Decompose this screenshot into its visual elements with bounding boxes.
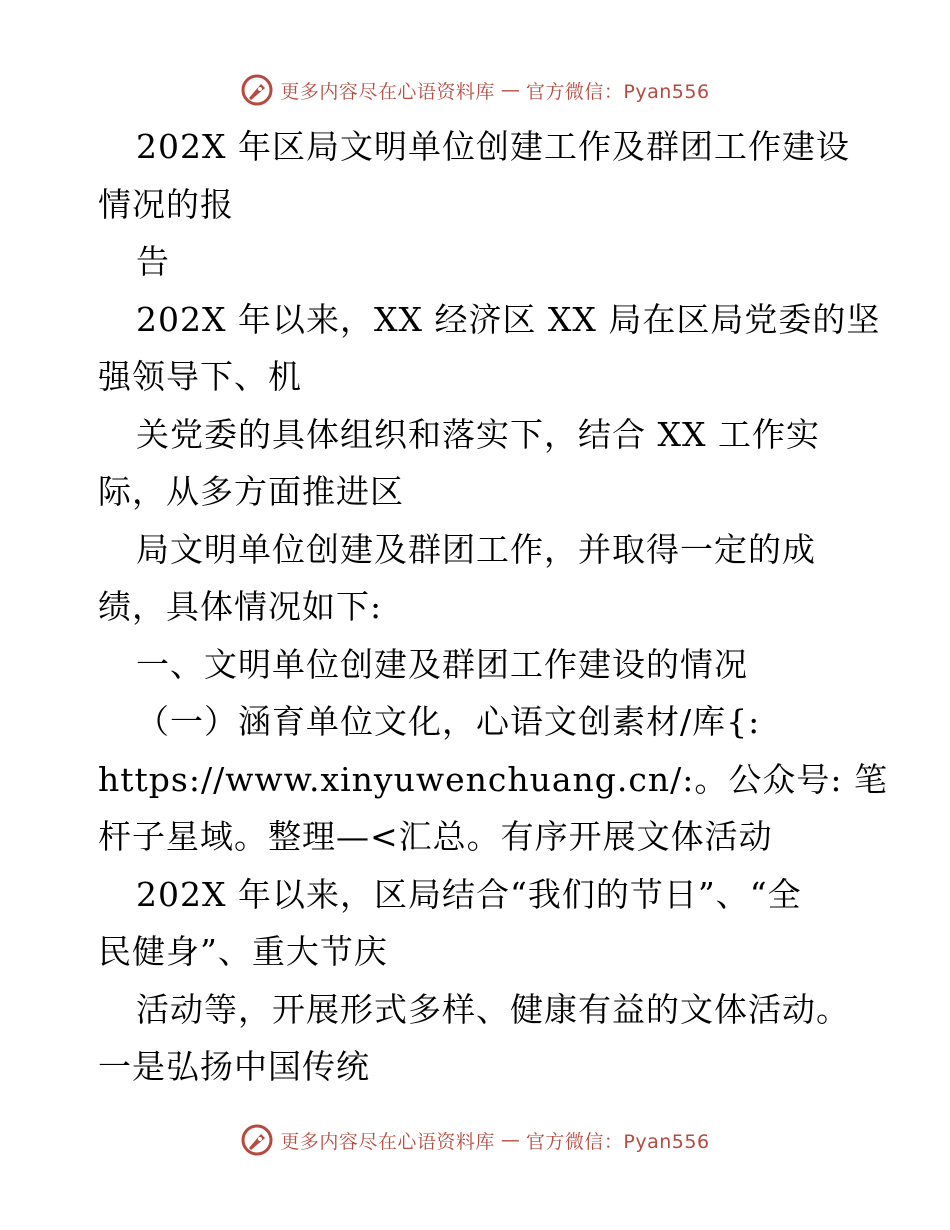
pen-nib-logo-icon bbox=[240, 73, 274, 107]
document-body bbox=[98, 118, 888, 1096]
document-line: 局文明单位创建及群团工作，并取得一定的成 bbox=[136, 529, 816, 569]
document-line: 202X 年区局文明单位创建工作及群团工作建设 bbox=[136, 127, 850, 166]
document-line: 强领导下、机 bbox=[98, 357, 302, 396]
document-line: 一是弘扬中国传统 bbox=[98, 1047, 370, 1086]
document-line: 民健身”、重大节庆 bbox=[98, 932, 388, 971]
banner-separator: — bbox=[500, 79, 520, 101]
document-line: 一、文明单位创建及群团工作建设的情况 bbox=[136, 644, 748, 684]
banner-wechat-text: 官方微信：Pyan556 bbox=[525, 80, 710, 103]
pen-nib-logo-icon bbox=[240, 1123, 274, 1157]
document-line: 告 bbox=[136, 242, 170, 281]
document-line: https://www.xinyuwenchuang.cn/:。公众号: 笔 bbox=[98, 759, 888, 799]
document-line: 际，从多方面推进区 bbox=[98, 472, 404, 511]
header-watermark-banner bbox=[0, 70, 950, 110]
document-line: （一）涵育单位文化，心语文创素材/库{: bbox=[136, 702, 761, 741]
document-line: 绩，具体情况如下: bbox=[98, 587, 383, 626]
banner-separator: — bbox=[500, 1129, 520, 1151]
document-line: 202X 年以来，区局结合“我们的节日”、“全 bbox=[136, 874, 802, 914]
banner-wechat-text: 官方微信：Pyan556 bbox=[525, 1130, 710, 1153]
document-line: 202X 年以来，XX 经济区 XX 局在区局党委的坚 bbox=[136, 299, 881, 339]
banner-brand-text: 更多内容尽在心语资料库 bbox=[280, 1130, 495, 1153]
document-line: 关党委的具体组织和落实下，结合 XX 工作实 bbox=[136, 414, 820, 454]
document-line: 杆子星域。整理—<汇总。有序开展文体活动 bbox=[98, 817, 773, 856]
document-line: 情况的报 bbox=[98, 184, 234, 224]
footer-watermark-banner bbox=[0, 1120, 950, 1160]
banner-brand-text: 更多内容尽在心语资料库 bbox=[280, 80, 495, 103]
document-line: 活动等，开展形式多样、健康有益的文体活动。 bbox=[136, 989, 850, 1029]
